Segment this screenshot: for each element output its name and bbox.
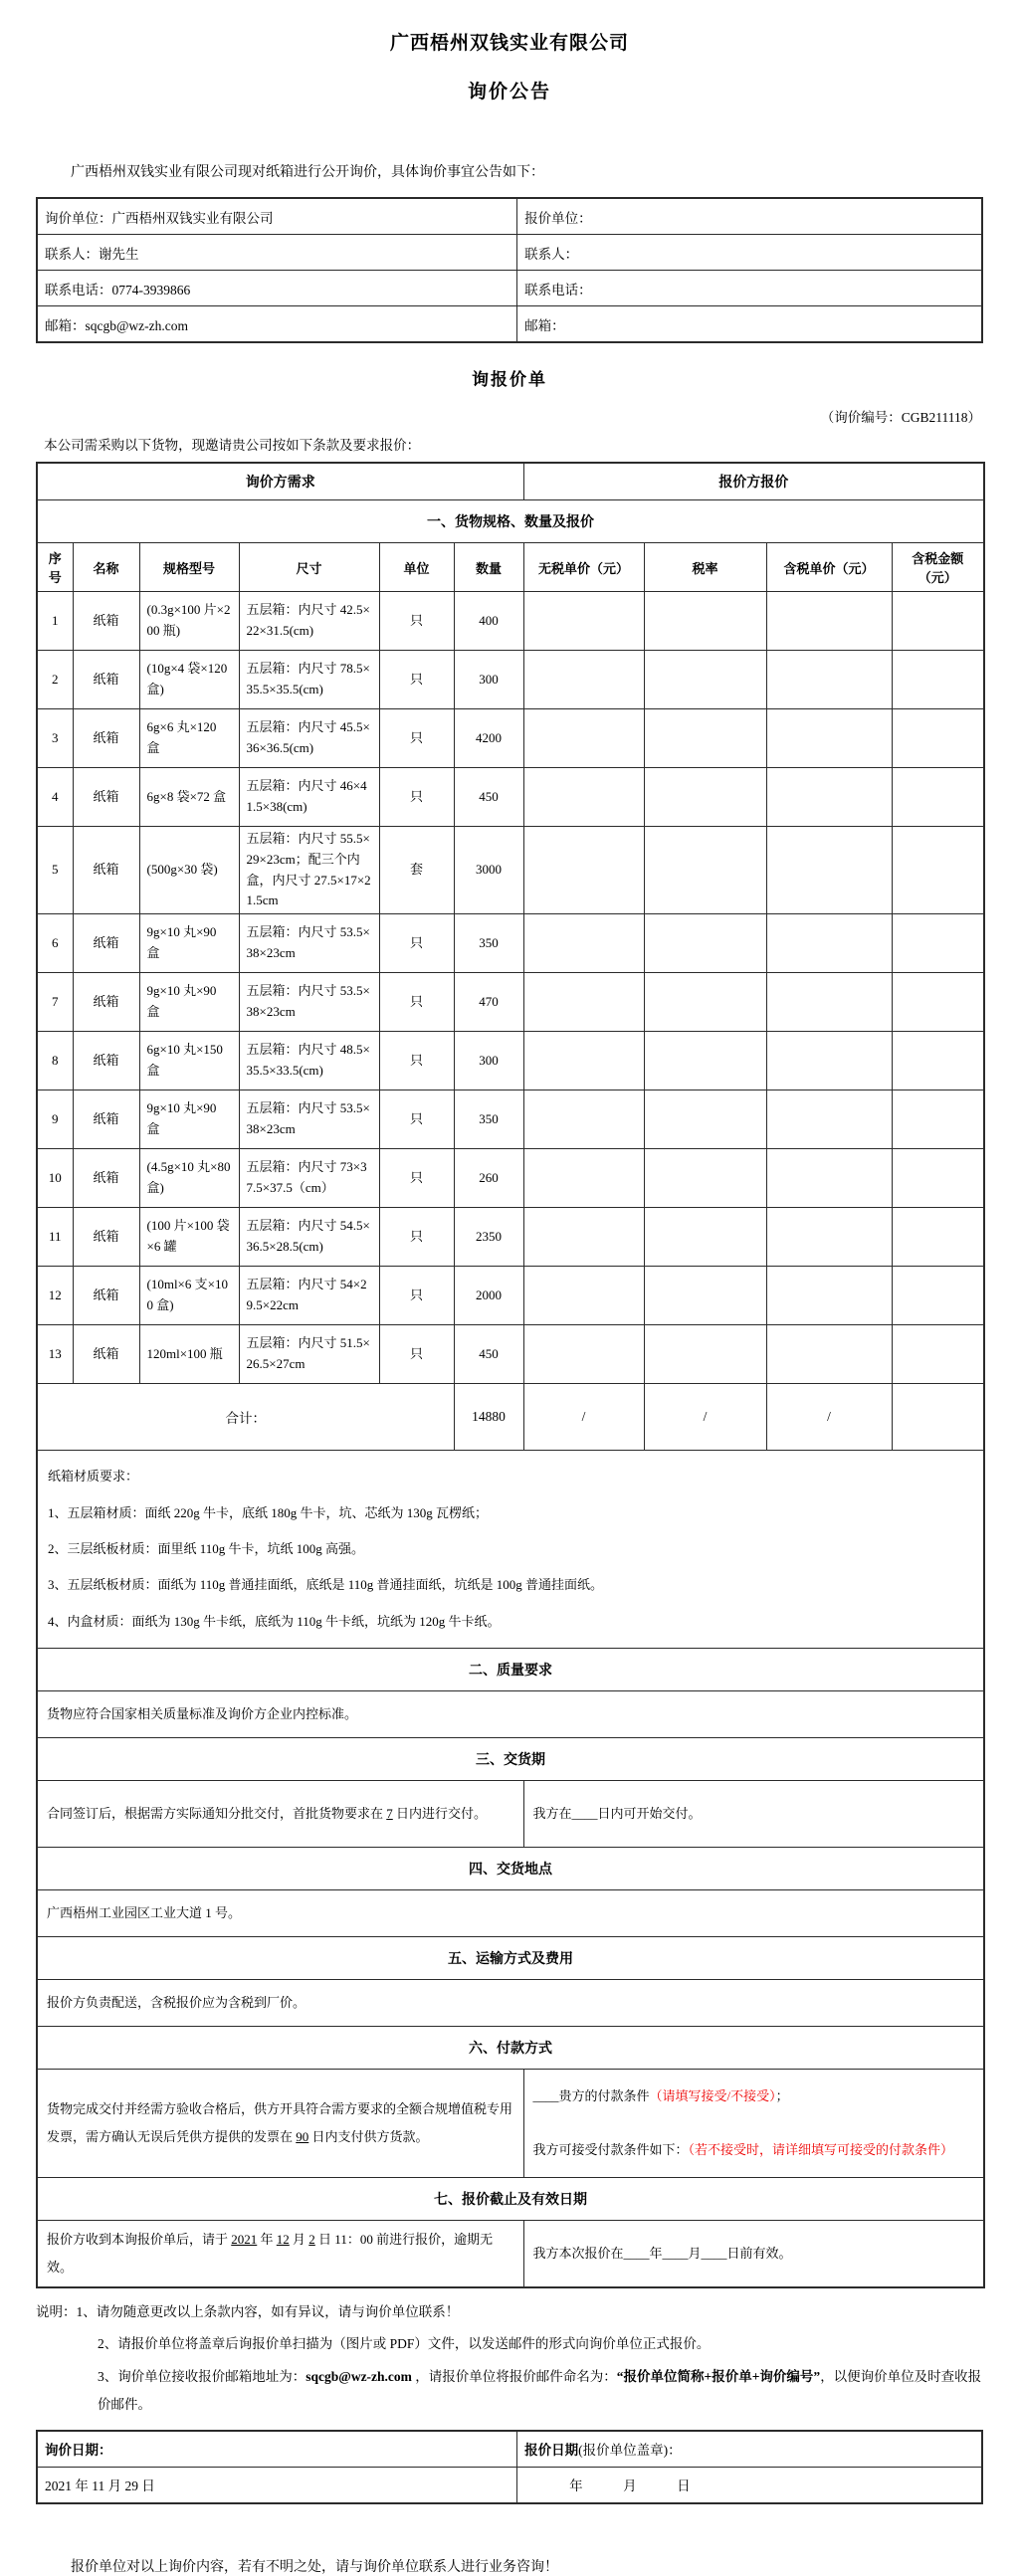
intro-paragraph: 广西梧州双钱实业有限公司现对纸箱进行公开询价，具体询价事宜公告如下：	[71, 165, 544, 180]
section5-title: 五、运输方式及费用	[37, 1937, 984, 1980]
item-price-taxed-cell	[766, 1325, 892, 1384]
quality-content: 货物应符合国家相关质量标准及询价方企业内控标准。	[37, 1691, 984, 1738]
item-spec-cell: 9g×10 丸×90 盒	[139, 973, 239, 1032]
item-price-untaxed-cell	[523, 1032, 644, 1090]
payment-offer-line1: ____贵方的付款条件（请填写接受/不接受）；	[532, 2087, 789, 2103]
item-row	[37, 1032, 984, 1090]
item-price-taxed-cell	[766, 709, 892, 768]
item-amount-cell	[892, 1208, 984, 1267]
notes-block	[36, 2298, 983, 2419]
item-price-untaxed-cell	[523, 1090, 644, 1149]
section7-row	[37, 2178, 984, 2221]
item-no-cell: 12	[37, 1267, 73, 1325]
materials-note-3: 3、五层纸板材质：面纸为 110g 普通挂面纸，底纸是 110g 普通挂面纸，坑纸是 100g 普通挂面纸。	[48, 1577, 604, 1593]
total-row	[37, 1384, 984, 1451]
item-taxrate-cell	[644, 973, 766, 1032]
total-price-untaxed-cell: /	[523, 1384, 644, 1451]
total-amount-cell	[892, 1384, 984, 1451]
item-row	[37, 1149, 984, 1208]
item-row	[37, 1325, 984, 1384]
section5-row	[37, 1937, 984, 1980]
item-taxrate-cell	[644, 914, 766, 973]
item-amount-cell	[892, 1149, 984, 1208]
item-size-cell: 五层箱：内尺寸 53.5×38×23cm	[239, 1090, 379, 1149]
section7-title: 七、报价截止及有效日期	[37, 2178, 984, 2221]
item-row	[37, 1267, 984, 1325]
quote-contact-cell: 联系人：	[517, 235, 982, 271]
footer-note: 报价单位对以上询价内容，若有不明之处，请与询价单位联系人进行业务咨询！	[71, 2559, 558, 2575]
section1-row	[37, 500, 984, 543]
contact-table	[36, 197, 983, 343]
item-taxrate-cell	[644, 1149, 766, 1208]
item-taxrate-cell	[644, 1208, 766, 1267]
inquiry-phone-cell: 联系电话：0774-3939866	[37, 271, 517, 306]
materials-title: 纸箱材质要求：	[48, 1469, 139, 1485]
item-qty-cell: 470	[454, 973, 523, 1032]
col-header-price-untaxed: 无税单价（元）	[523, 543, 644, 592]
item-price-untaxed-cell	[523, 973, 644, 1032]
item-no-cell: 2	[37, 651, 73, 709]
item-price-taxed-cell	[766, 973, 892, 1032]
item-size-cell: 五层箱：内尺寸 73×37.5×37.5（cm）	[239, 1149, 379, 1208]
total-price-taxed-cell: /	[766, 1384, 892, 1451]
item-qty-cell: 350	[454, 914, 523, 973]
item-row	[37, 592, 984, 651]
item-spec-cell: (10ml×6 支×100 盒)	[139, 1267, 239, 1325]
item-qty-cell: 350	[454, 1090, 523, 1149]
item-no-cell: 13	[37, 1325, 73, 1384]
item-unit-cell: 只	[379, 1208, 454, 1267]
item-taxrate-cell	[644, 592, 766, 651]
total-label-cell: 合计：	[37, 1384, 454, 1451]
item-amount-cell	[892, 592, 984, 651]
item-name-cell: 纸箱	[73, 973, 139, 1032]
col-header-no: 序号	[37, 543, 73, 592]
inquiry-email-cell: 邮箱：sqcgb@wz-zh.com	[37, 306, 517, 343]
col-header-price-taxed: 含税单价（元）	[766, 543, 892, 592]
item-taxrate-cell	[644, 709, 766, 768]
item-name-cell: 纸箱	[73, 1032, 139, 1090]
item-no-cell: 7	[37, 973, 73, 1032]
item-no-cell: 4	[37, 768, 73, 827]
inquiry-unit-cell: 询价单位：广西梧州双钱实业有限公司	[37, 198, 517, 235]
item-row	[37, 768, 984, 827]
delivery-place-content: 广西梧州工业园区工业大道 1 号。	[37, 1890, 984, 1937]
item-price-taxed-cell	[766, 768, 892, 827]
item-unit-cell: 只	[379, 768, 454, 827]
item-size-cell: 五层箱：内尺寸 54×29.5×22cm	[239, 1267, 379, 1325]
item-taxrate-cell	[644, 1032, 766, 1090]
item-price-taxed-cell	[766, 1149, 892, 1208]
item-no-cell: 10	[37, 1149, 73, 1208]
item-spec-cell: (10g×4 袋×120 盒)	[139, 651, 239, 709]
item-unit-cell: 只	[379, 1325, 454, 1384]
item-unit-cell: 只	[379, 914, 454, 973]
note-1: 说明：1、请勿随意更改以上条款内容，如有异议，请与询价单位联系！	[36, 2304, 460, 2320]
inquiry-number: （询价编号：CGB211118）	[820, 410, 981, 425]
item-qty-cell: 400	[454, 592, 523, 651]
group-header-row	[37, 463, 984, 500]
col-header-qty: 数量	[454, 543, 523, 592]
item-unit-cell: 只	[379, 1090, 454, 1149]
item-size-cell: 五层箱：内尺寸 51.5×26.5×27cm	[239, 1325, 379, 1384]
item-qty-cell: 260	[454, 1149, 523, 1208]
item-qty-cell: 3000	[454, 827, 523, 914]
col-header-amount: 含税金额（元）	[892, 543, 984, 592]
item-spec-cell: 6g×10 丸×150 盒	[139, 1032, 239, 1090]
delivery-place-row	[37, 1890, 984, 1937]
item-size-cell: 五层箱：内尺寸 45.5×36×36.5(cm)	[239, 709, 379, 768]
item-taxrate-cell	[644, 827, 766, 914]
item-size-cell: 五层箱：内尺寸 53.5×38×23cm	[239, 973, 379, 1032]
item-no-cell: 11	[37, 1208, 73, 1267]
item-name-cell: 纸箱	[73, 651, 139, 709]
item-name-cell: 纸箱	[73, 1325, 139, 1384]
item-size-cell: 五层箱：内尺寸 42.5×22×31.5(cm)	[239, 592, 379, 651]
item-spec-cell: (4.5g×10 丸×80 盒)	[139, 1149, 239, 1208]
materials-note-2: 2、三层纸板材质：面里纸 110g 牛卡，坑纸 100g 高强。	[48, 1540, 365, 1556]
materials-requirements	[37, 1451, 984, 1649]
item-name-cell: 纸箱	[73, 1267, 139, 1325]
item-qty-cell: 300	[454, 1032, 523, 1090]
item-name-cell: 纸箱	[73, 709, 139, 768]
item-price-untaxed-cell	[523, 1267, 644, 1325]
section3-title: 三、交货期	[37, 1738, 984, 1781]
item-row	[37, 1208, 984, 1267]
item-amount-cell	[892, 768, 984, 827]
item-price-taxed-cell	[766, 827, 892, 914]
item-row	[37, 709, 984, 768]
item-size-cell: 五层箱：内尺寸 78.5×35.5×35.5(cm)	[239, 651, 379, 709]
materials-note-4: 4、内盒材质：面纸为 130g 牛卡纸，底纸为 110g 牛卡纸，坑纸为 120g 牛卡纸。	[48, 1613, 501, 1629]
col-header-unit: 单位	[379, 543, 454, 592]
item-qty-cell: 2350	[454, 1208, 523, 1267]
item-price-taxed-cell	[766, 651, 892, 709]
item-name-cell: 纸箱	[73, 768, 139, 827]
item-price-untaxed-cell	[523, 1325, 644, 1384]
item-price-untaxed-cell	[523, 592, 644, 651]
item-price-taxed-cell	[766, 1208, 892, 1267]
section6-row	[37, 2027, 984, 2070]
item-size-cell: 五层箱：内尺寸 46×41.5×38(cm)	[239, 768, 379, 827]
quote-table	[36, 462, 985, 2288]
item-row	[37, 651, 984, 709]
item-unit-cell: 只	[379, 651, 454, 709]
deadline-offer-cell: 我方本次报价在____年____月____日前有效。	[523, 2221, 984, 2288]
item-price-untaxed-cell	[523, 827, 644, 914]
contact-row-unit	[37, 198, 982, 235]
item-name-cell: 纸箱	[73, 1090, 139, 1149]
quote-date-value: 年 月 日	[517, 2467, 982, 2503]
quote-email-cell: 邮箱：	[517, 306, 982, 343]
total-taxrate-cell: /	[644, 1384, 766, 1451]
item-unit-cell: 只	[379, 1032, 454, 1090]
offer-group-header: 报价方报价	[523, 463, 984, 500]
section2-title: 二、质量要求	[37, 1649, 984, 1691]
item-no-cell: 9	[37, 1090, 73, 1149]
item-no-cell: 1	[37, 592, 73, 651]
item-unit-cell: 套	[379, 827, 454, 914]
item-size-cell: 五层箱：内尺寸 54.5×36.5×28.5(cm)	[239, 1208, 379, 1267]
deadline-demand-cell: 报价方收到本询报价单后，请于 2021 年 12 月 2 日 11：00 前进行报价，逾期无效。	[37, 2221, 523, 2288]
item-price-untaxed-cell	[523, 768, 644, 827]
section1-title: 一、货物规格、数量及报价	[37, 500, 984, 543]
item-spec-cell: 6g×8 袋×72 盒	[139, 768, 239, 827]
date-table	[36, 2430, 983, 2504]
item-amount-cell	[892, 827, 984, 914]
item-size-cell: 五层箱：内尺寸 53.5×38×23cm	[239, 914, 379, 973]
item-name-cell: 纸箱	[73, 1149, 139, 1208]
item-unit-cell: 只	[379, 709, 454, 768]
section4-row	[37, 1848, 984, 1890]
item-price-untaxed-cell	[523, 914, 644, 973]
item-unit-cell: 只	[379, 592, 454, 651]
delivery-offer-cell: 我方在____日内可开始交付。	[523, 1781, 984, 1848]
payment-row	[37, 2070, 984, 2178]
item-size-cell: 五层箱：内尺寸 55.5×29×23cm；配三个内盒，内尺寸 27.5×17×21.5cm	[239, 827, 379, 914]
item-row	[37, 827, 984, 914]
item-price-taxed-cell	[766, 1267, 892, 1325]
contact-row-email	[37, 306, 982, 343]
item-spec-cell: 9g×10 丸×90 盒	[139, 1090, 239, 1149]
col-header-size: 尺寸	[239, 543, 379, 592]
item-amount-cell	[892, 651, 984, 709]
item-unit-cell: 只	[379, 1149, 454, 1208]
item-price-taxed-cell	[766, 1090, 892, 1149]
col-header-spec: 规格型号	[139, 543, 239, 592]
total-qty-cell: 14880	[454, 1384, 523, 1451]
item-price-taxed-cell	[766, 592, 892, 651]
inquiry-date-value: 2021 年 11 月 29 日	[37, 2467, 517, 2503]
contact-row-phone	[37, 271, 982, 306]
item-price-untaxed-cell	[523, 651, 644, 709]
payment-offer-line2: 我方可接受付款条件如下：（若不接受时，请详细填写可接受的付款条件）	[532, 2142, 954, 2158]
item-taxrate-cell	[644, 651, 766, 709]
note-3: 3、询价单位接收报价邮箱地址为：sqcgb@wz-zh.com ，请报价单位将报价邮件命名为：“报价单位简称+报价单+询价编号”，以便询价单位及时查收报价邮件。	[98, 2368, 982, 2413]
quote-date-label: 报价日期(报价单位盖章)：	[517, 2431, 982, 2468]
item-price-untaxed-cell	[523, 709, 644, 768]
inquiry-contact-cell: 联系人：谢先生	[37, 235, 517, 271]
item-qty-cell: 2000	[454, 1267, 523, 1325]
payment-demand-cell: 货物完成交付并经需方验收合格后，供方开具符合需方要求的全额合规增值税专用发票，需方确认无误后凭供方提供的发票在 90 日内支付供方货款。	[37, 2070, 523, 2178]
date-label-row	[37, 2431, 982, 2468]
item-qty-cell: 300	[454, 651, 523, 709]
item-qty-cell: 4200	[454, 709, 523, 768]
transport-content: 报价方负责配送，含税报价应为含税到厂价。	[37, 1980, 984, 2027]
item-taxrate-cell	[644, 1325, 766, 1384]
item-spec-cell: (100 片×100 袋×6 罐	[139, 1208, 239, 1267]
transport-row	[37, 1980, 984, 2027]
item-no-cell: 6	[37, 914, 73, 973]
note-2: 2、请报价单位将盖章后询报价单扫描为（图片或 PDF）文件，以发送邮件的形式向询价单位正式报价。	[98, 2336, 711, 2352]
deadline-row	[37, 2221, 984, 2288]
quality-content-row	[37, 1691, 984, 1738]
item-spec-cell: 6g×6 丸×120 盒	[139, 709, 239, 768]
item-amount-cell	[892, 973, 984, 1032]
section3-row	[37, 1738, 984, 1781]
item-unit-cell: 只	[379, 1267, 454, 1325]
item-no-cell: 8	[37, 1032, 73, 1090]
col-header-name: 名称	[73, 543, 139, 592]
columns-header-row	[37, 543, 984, 592]
col-header-taxrate: 税率	[644, 543, 766, 592]
inquiry-date-label: 询价日期：	[37, 2431, 517, 2468]
section6-title: 六、付款方式	[37, 2027, 984, 2070]
item-name-cell: 纸箱	[73, 592, 139, 651]
delivery-demand-cell: 合同签订后，根据需方实际通知分批交付，首批货物要求在 7 日内进行交付。	[37, 1781, 523, 1848]
item-name-cell: 纸箱	[73, 1208, 139, 1267]
item-name-cell: 纸箱	[73, 914, 139, 973]
item-amount-cell	[892, 1267, 984, 1325]
materials-note-1: 1、五层箱材质：面纸 220g 牛卡，底纸 180g 牛卡，坑、芯纸为 130g 瓦楞纸；	[48, 1504, 489, 1520]
quote-unit-cell: 报价单位：	[517, 198, 982, 235]
item-price-taxed-cell	[766, 914, 892, 973]
materials-row	[37, 1451, 984, 1649]
item-amount-cell	[892, 1090, 984, 1149]
company-title: 广西梧州双钱实业有限公司	[389, 33, 629, 54]
item-amount-cell	[892, 1325, 984, 1384]
item-spec-cell: 120ml×100 瓶	[139, 1325, 239, 1384]
item-amount-cell	[892, 709, 984, 768]
item-taxrate-cell	[644, 1267, 766, 1325]
section4-title: 四、交货地点	[37, 1848, 984, 1890]
item-name-cell: 纸箱	[73, 827, 139, 914]
item-spec-cell: 9g×10 丸×90 盒	[139, 914, 239, 973]
contact-row-person	[37, 235, 982, 271]
item-taxrate-cell	[644, 768, 766, 827]
item-no-cell: 3	[37, 709, 73, 768]
date-value-row	[37, 2467, 982, 2503]
section2-row	[37, 1649, 984, 1691]
item-taxrate-cell	[644, 1090, 766, 1149]
payment-offer-cell	[523, 2070, 984, 2178]
item-spec-cell: (0.3g×100 片×200 瓶)	[139, 592, 239, 651]
item-row	[37, 973, 984, 1032]
notice-title: 询价公告	[467, 82, 551, 102]
item-unit-cell: 只	[379, 973, 454, 1032]
purchase-note: 本公司需采购以下货物，现邀请贵公司按如下条款及要求报价：	[44, 438, 421, 453]
item-price-untaxed-cell	[523, 1208, 644, 1267]
demand-group-header: 询价方需求	[37, 463, 523, 500]
items-body	[37, 592, 984, 1384]
item-no-cell: 5	[37, 827, 73, 914]
item-price-taxed-cell	[766, 1032, 892, 1090]
delivery-time-row	[37, 1781, 984, 1848]
item-qty-cell: 450	[454, 1325, 523, 1384]
item-amount-cell	[892, 1032, 984, 1090]
item-spec-cell: (500g×30 袋)	[139, 827, 239, 914]
item-amount-cell	[892, 914, 984, 973]
item-row	[37, 914, 984, 973]
item-price-untaxed-cell	[523, 1149, 644, 1208]
item-size-cell: 五层箱：内尺寸 48.5×35.5×33.5(cm)	[239, 1032, 379, 1090]
item-qty-cell: 450	[454, 768, 523, 827]
form-title: 询报价单	[472, 370, 547, 389]
item-row	[37, 1090, 984, 1149]
quote-phone-cell: 联系电话：	[517, 271, 982, 306]
